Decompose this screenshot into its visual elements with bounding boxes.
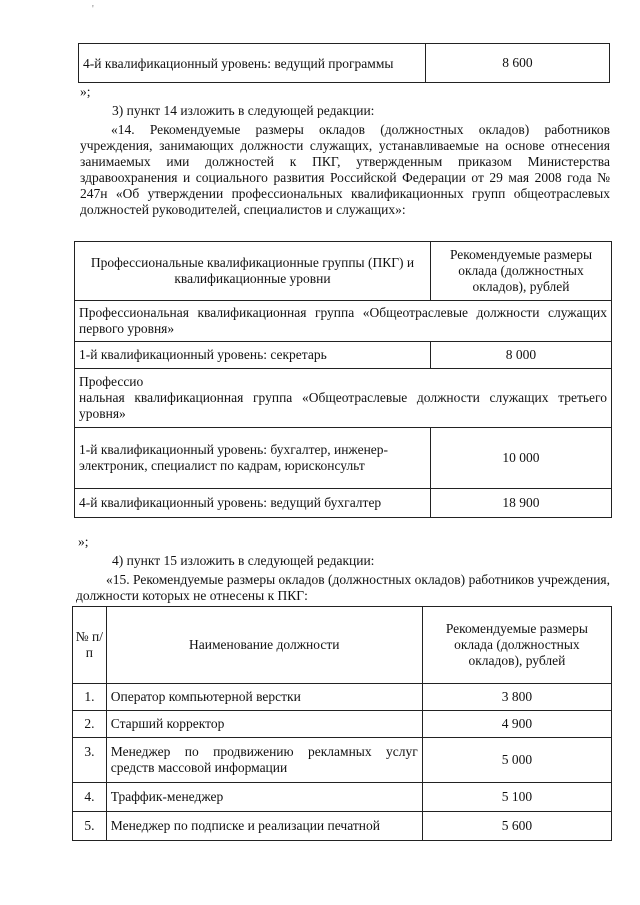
position-name: Траффик-менеджер	[106, 783, 422, 812]
header-num-cell: № п/п	[73, 607, 107, 684]
salary-cell: 18 900	[430, 489, 611, 518]
table-row	[75, 301, 612, 342]
table-row	[75, 369, 612, 428]
row-num: 2.	[73, 711, 107, 738]
header-pkg-cell: Профессиональные квалификационные группы (ПКГ) и квалификационные уровни	[75, 242, 431, 301]
position-salary: 4 900	[422, 711, 611, 738]
position-name: Менеджер по подписке и реализации печатной	[106, 812, 422, 841]
header-name-cell: Наименование должности	[106, 607, 422, 684]
table-row	[73, 711, 612, 738]
level-label-cell: 4-й квалификационный уровень: ведущий бухгалтер	[75, 489, 431, 518]
header-salary-cell: Рекомендуемые размеры оклада (должностных окладов), рублей	[422, 607, 611, 684]
item4-paragraph: «15. Рекомендуемые размеры окладов (должностных окладов) работников учреждения, должности которых не отнесены к ПКГ:	[76, 572, 610, 603]
table-row	[75, 489, 612, 518]
group-cell: Профессиональная квалификационная группа «Общеотраслевые должности служащих первого уровня»	[75, 301, 612, 342]
table-row	[73, 684, 612, 711]
row-num: 5.	[73, 812, 107, 841]
item3-heading: 3) пункт 14 изложить в следующей редакции:	[112, 103, 375, 118]
level-label-cell	[79, 44, 426, 83]
salary-cell: 10 000	[430, 428, 611, 489]
table-row	[79, 44, 610, 83]
positions-table	[72, 606, 612, 841]
table-row	[73, 812, 612, 841]
top-table	[78, 43, 610, 83]
group-cell	[75, 369, 612, 428]
group-prefix: Профессио	[79, 374, 144, 389]
position-salary: 5 600	[422, 812, 611, 841]
scan-mark: '	[92, 4, 94, 15]
position-name: Старший корректор	[106, 711, 422, 738]
level-label: 4-й квалификационный уровень: ведущий программы	[83, 55, 394, 71]
row-num: 1.	[73, 684, 107, 711]
pkg-table	[74, 241, 612, 518]
level-label-cell: 1-й квалификационный уровень: бухгалтер, инженер-электроник, специалист по кадрам, юрисконсульт	[75, 428, 431, 489]
position-salary: 5 000	[422, 738, 611, 783]
item4-heading: 4) пункт 15 изложить в следующей редакции:	[112, 553, 375, 568]
position-salary: 3 800	[422, 684, 611, 711]
closing-quote: »;	[80, 84, 91, 99]
position-name: Менеджер по продвижению рекламных услуг средств массовой информации	[106, 738, 422, 783]
table-row	[75, 342, 612, 369]
table-row	[73, 738, 612, 783]
salary-cell: 8 600	[425, 44, 609, 83]
row-num: 4.	[73, 783, 107, 812]
table-header-row	[73, 607, 612, 684]
level-label-cell: 1-й квалификационный уровень: секретарь	[75, 342, 431, 369]
table-row	[75, 428, 612, 489]
salary-cell: 8 000	[430, 342, 611, 369]
item3-paragraph: «14. Рекомендуемые размеры окладов (должностных окладов) работников учреждения, занимающих должности служащих, устанавливаемые на основе отнесения занимаемых ими должностей к ПКГ, утвержденным приказом Министерства здравоохранения и социального развития Российской Федерации от 29 мая 2008 года № 247н «Об утверждении профессиональных квалификационных групп общеотраслевых должностей руководителей, специалистов и служащих»:	[80, 122, 610, 217]
group-text: нальная квалификационная группа «Общеотраслевые должности служащих третьего уровня»	[79, 390, 607, 421]
table-row	[73, 783, 612, 812]
row-num: 3.	[73, 738, 107, 783]
position-name: Оператор компьютерной верстки	[106, 684, 422, 711]
table-header-row	[75, 242, 612, 301]
closing-quote: »;	[78, 534, 89, 549]
position-salary: 5 100	[422, 783, 611, 812]
header-salary-cell: Рекомендуемые размеры оклада (должностных окладов), рублей	[430, 242, 611, 301]
